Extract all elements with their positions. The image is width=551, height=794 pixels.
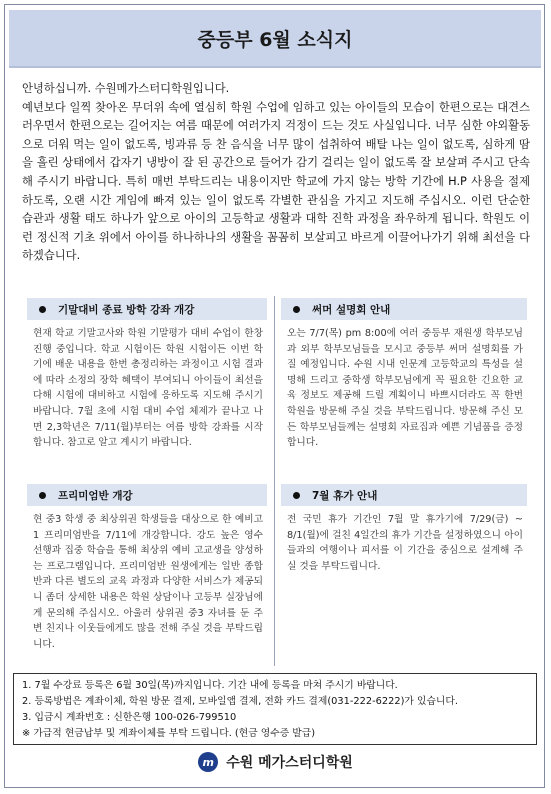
section-briefing-body: 오는 7/7(목) pm 8:00에 여러 중등부 재원생 학부모님과 외부 학부모님들을 모시고 중등부 써머 설명회를 가질 예정입니다. 수원 시내 인문계 고등학교의 특성을 설명해 드리고 중학생 학부모님에게 꼭 필요한 긴요한 교육 정보도 제공해 드릴 계획이니 바쁘시더라도 꼭 한번 학원을 방문해 주실 것을 부탁드립니다. 방문해 주신 모든 학부모님들께는 설명회 자료집과 예쁜 기념품을 증정합니다. xyxy=(287,328,523,449)
bullet-icon xyxy=(293,492,300,499)
section-premium-heading: 프리미엄반 개강 xyxy=(58,489,133,502)
section-premium-header xyxy=(27,484,267,506)
title-bar xyxy=(9,10,541,68)
newsletter-title: 중등부 6월 소식지 xyxy=(197,28,353,51)
notice-line-2: 2. 등록방법은 계좌이체, 학원 방문 결제, 모바일앱 결제, 전화 카드 결제(031-222-6222)가 있습니다. xyxy=(22,696,458,707)
registration-notice-box xyxy=(13,673,537,745)
footer xyxy=(0,752,551,772)
academy-logo-icon: m xyxy=(198,752,218,772)
section-exam-prep-heading: 기말대비 종료 방학 강좌 개강 xyxy=(58,303,195,316)
notice-line-3: 3. 입금시 계좌번호 : 신한은행 100-026-799510 xyxy=(22,712,237,723)
intro-body: 예년보다 일찍 찾아온 무더위 속에 열심히 학원 수업에 임하고 있는 아이들의 모습이 한편으로는 대견스러우면서 한편으로는 길어지는 여름 때문에 여러가지 걱정이 드는 것도 사실입니다. 너무 심한 야외활동으로 더워 먹는 일이 없도록, 빙과류 등 찬 음식을 너무 많이 섭취하여 배탈 나는 일이 없도록, 심하게 땀을 흘린 상태에서 갑자기 냉방이 잘 된 공간으로 들어가 감기 걸리는 일이 없도록 잘 보살펴 주시고 단속해 주시기 바랍니다. 특히 매번 부탁드리는 내용이지만 학교에 가지 않는 방학 기간에 H.P 사용을 절제하도록, 오랜 시간 게임에 빠져 있는 일이 없도록 각별한 관심을 가지고 지도해 주십시오. 이런 단순한 습관과 생활 태도 하나가 앞으로 아이의 고등학교 생활과 대학 진학 과정을 좌우하게 됩니다. 학원도 이런 정신적 기초 위에서 아이를 하나하나의 생활을 꼼꼼히 보살피고 바르게 이끌어나가기 위해 최선을 다하겠습니다. xyxy=(22,100,530,263)
notice-line-4: ※ 가급적 현금납부 및 계좌이체를 부탁 드립니다. (현금 영수증 발급) xyxy=(22,728,316,739)
section-briefing xyxy=(281,298,527,451)
section-vacation xyxy=(281,484,527,574)
section-vacation-header xyxy=(281,484,527,506)
section-exam-prep xyxy=(27,298,267,451)
section-premium xyxy=(27,484,267,652)
intro-letter xyxy=(22,80,530,266)
section-briefing-heading: 써머 설명회 안내 xyxy=(312,303,391,316)
intro-greeting: 안녕하십니까. 수원메가스터디학원입니다. xyxy=(22,82,230,95)
section-exam-prep-body: 현재 학교 기말고사와 학원 기말평가 대비 수업이 한창 진행 중입니다. 학교 시험이든 학원 시험이든 이번 학기에 배운 내용을 한번 총정리하는 과정이고 시험 결과에 따라 소정의 장학 혜택이 부여되니 아이들이 최선을 다해 시험에 대비하고 시험에 응하도록 지도해 주시기 바랍니다. 7월 초에 시험 대비 수업 체제가 끝나고 나면 2,3학년은 7/11(월)부터는 여름 방학 강좌를 시작합니다. 참고로 알고 계시기 바랍니다. xyxy=(33,328,263,449)
section-vacation-body: 전 국민 휴가 기간인 7월 말 휴가기에 7/29(금) ~ 8/1(월)에 걸친 4일간의 휴가 기간을 설정하였으니 아이들과의 여행이나 피서를 이 기간을 중심으로 설계해 주실 것을 부탁드립니다. xyxy=(287,514,523,572)
academy-name: 수원 메가스터디학원 xyxy=(226,755,353,771)
notice-line-1: 1. 7월 수강료 등록은 6월 30일(목)까지입니다. 기간 내에 등록을 마쳐 주시기 바랍니다. xyxy=(22,680,398,691)
bullet-icon xyxy=(39,306,46,313)
section-briefing-header xyxy=(281,298,527,320)
column-divider xyxy=(274,296,275,666)
section-premium-body: 현 중3 학생 중 최상위권 학생들을 대상으로 한 예비고1 프리미엄반을 7/11에 개강합니다. 강도 높은 영수 선행과 집중 학습을 통해 최상위 예비 고교생을 양성하는 프로그램입니다. 프리미엄반 원생에게는 일반 종합반과 다른 별도의 교육 과정과 다양한 서비스가 제공되니 좀더 상세한 내용은 학원 상담이나 고등부 실장님에게 문의해 주십시오. 아울러 상위권 중3 자녀를 둔 주변 친지나 이웃들에게도 많을 전해 주실 것을 부탁드립니다. xyxy=(33,514,263,650)
bullet-icon xyxy=(39,492,46,499)
section-exam-prep-header xyxy=(27,298,267,320)
section-vacation-heading: 7월 휴가 안내 xyxy=(312,489,378,502)
bullet-icon xyxy=(293,306,300,313)
